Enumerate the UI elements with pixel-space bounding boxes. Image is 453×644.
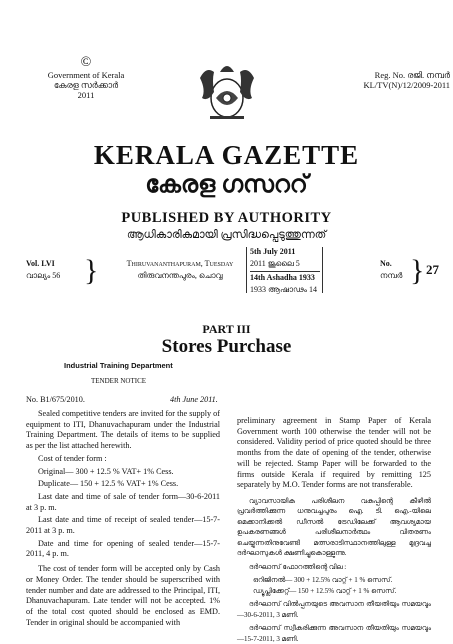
place-block [118,258,242,282]
published-by-authority: PUBLISHED BY AUTHORITY [121,210,332,226]
paragraph-ml: ദർഘാസ് ഫോറത്തിന്റെ വില : [249,562,347,571]
reference-date: 4th June 2011. [170,395,218,404]
paragraph-ml: ദർഘാസ് വിൽപ്പനയുടെ അവസാന തീയതിയും സമയവും—30-6-2011, 3 മണി. [237,600,431,619]
volume-ml: വാല്യം 56 [26,271,61,280]
place-en: Thiruvananthapuram, Tuesday [126,259,234,268]
place-ml: തിരുവനന്തപുരം, ചൊവ്വ [137,271,223,280]
brace-left: } [84,254,99,287]
government-block [26,56,146,100]
government-name-ml: കേരള സർക്കാർ [53,80,119,90]
section-heading: Stores Purchase [161,336,292,357]
notice-title: TENDER NOTICE [91,377,147,385]
reference-number: No. B1/675/2010. [26,395,85,404]
paragraph-ml: ദർഘാസ് സ്വീകരിക്കുന്ന അവസാന തീയതിയും സമയവും—15-7-2011, 3 മണി. [237,624,431,643]
divider-right [322,247,323,293]
paragraph: Original— 300 + 12.5 % VAT+ 1% Cess. [38,466,174,476]
date-en: 5th July 2011 [250,247,296,256]
paragraph: Sealed competitive tenders are invited for the supply of equipment to ITI, Dhanuvachapuram under the Industrial Training Department. The details of items to be supplied as per the list attached herewith. [26,409,220,451]
gazette-title: KERALA GAZETTE [93,140,360,170]
kerala-emblem-icon [196,58,258,124]
paragraph: Cost of tender form : [38,453,107,463]
date-block [250,246,320,296]
number-label-ml: നമ്പർ [380,271,403,280]
government-name: Government of Kerala [47,70,125,80]
number-label-en: No. [380,259,392,268]
registration-block [340,70,450,90]
date-ml: 2011 ജൂലൈ 5 [250,259,300,268]
saka-date-ml: 1933 ആഷാഢം 14 [250,285,318,294]
saka-date-en: 14th Ashadha 1933 [250,273,315,282]
paragraph-ml: ഒറിജിനൽ— 300 + 12.5% വാറ്റ് + 1 % സെസ്. [253,576,393,585]
registration-label: Reg. No. രജി. നമ്പർ [374,70,450,80]
paragraph-ml: വ്യാവസായിക പരിശീലന വകുപ്പിന്റെ കീഴിൽ പ്രവർത്തിക്കുന്ന ധനുവച്ചപുരം ഐ. ടി. ഐ.-യിലെ മെക്കാനിക്കൽ ഡീസൽ ട്രേഡിലേക്ക് ആവശ്യമായ ഉപകരണങ്ങൾ പരിശീലനാർത്ഥം വിതരണം ചെയ്യുന്നതിനുവേണ്ടി മത്സരാടിസ്ഥാനത്തിലുള്ള മുദ്രവച്ച ദർഘാസുകൾ ക്ഷണിച്ചുകൊള്ളുന്നു. [237,496,431,558]
number-label-block [380,258,402,282]
issue-number: 27 [426,262,439,277]
brace-right: } [410,254,425,287]
volume-en: Vol. LVI [26,259,55,268]
copyright-symbol: © [80,55,92,70]
paragraph: Duplicate— 150 + 12.5 % VAT+ 1% Cess. [38,479,179,489]
paragraph: The cost of tender form will be accepted only by Cash or Money Order. The tender should be superscribed with tender number and date are addressed to the Principal, ITI, Dhanuvachapuram. Late tender will not be accepted. 1% of the total cost quoted should be enclosed as EMD. Tender in original should be accompanied with [26,564,220,627]
department-heading: Industrial Training Department [64,361,173,370]
volume-block [26,258,60,282]
paragraph: Last date and time of sale of tender form—30-6-2011 at 3 p. m. [26,491,220,512]
part-heading: PART III [202,322,251,336]
published-by-authority-ml: ആധികാരികമായി പ്രസിദ്ധപ്പെടുത്തുന്നത് [126,229,327,241]
paragraph: preliminary agreement in Stamp Paper of Kerala Government worth 100 otherwise the tender will not be considered. Validity period of price quoted should be three months from the date of opening of the tender, otherwise will be rejected. Stamp Paper will be forwarded to the firms outside Kerala if required by remitting 125 separately by M.O. Tender forms are not transferable. [237,416,431,490]
gazette-title-ml: കേരള ഗസററ് [145,172,308,198]
paragraph-ml: ഡ്യൂപ്ലിക്കേറ്റ്— 150 + 12.5% വാറ്റ് + 1 % സെസ്. [253,586,397,595]
paragraph: Last date and time of receipt of sealed tender—15-7-2011 at 3 p. m. [26,515,220,536]
paragraph: Date and time for opening of sealed tender—15-7-2011, 4 p. m. [26,538,220,559]
government-year: 2011 [77,90,95,100]
divider-left [246,247,247,293]
left-column [26,409,220,628]
right-column [237,416,431,644]
registration-number: KL/TV(N)/12/2009-2011 [363,80,450,90]
